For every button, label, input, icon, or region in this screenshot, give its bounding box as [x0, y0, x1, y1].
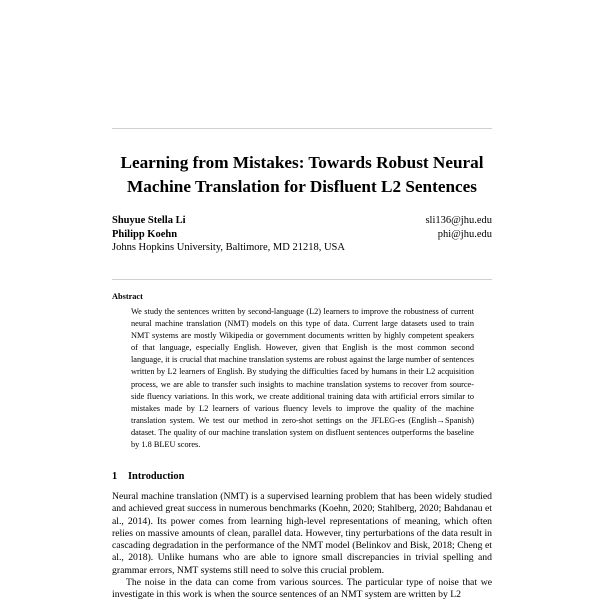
author-row: [112, 228, 492, 242]
author-email: sli136@jhu.edu: [425, 215, 492, 226]
top-rule: [112, 128, 492, 129]
section-number: 1: [112, 471, 118, 482]
author-email: phi@jhu.edu: [437, 228, 492, 240]
affiliation: Johns Hopkins University, Baltimore, MD 21218, USA: [112, 242, 345, 253]
section-heading: [112, 471, 184, 482]
author-block: [112, 214, 492, 255]
author-name: Philipp Koehn: [112, 228, 178, 240]
bottom-rule: [112, 279, 492, 280]
paper-title: Learning from Mistakes: Towards Robust Neural Machine Translation for Disfluent L2 Sentences: [120, 153, 484, 196]
paragraph: The noise in the data can come from various sources. The particular type of noise that we investigate in this work is when the source sentences of an NMT system are written by L2: [112, 576, 492, 600]
author-name: Shuyue Stella Li: [112, 215, 186, 226]
author-row: [112, 214, 492, 228]
section-body: [112, 491, 492, 601]
abstract-heading: Abstract: [112, 292, 143, 301]
section-title: Introduction: [128, 471, 185, 482]
paragraph: Neural machine translation (NMT) is a supervised learning problem that has been widely studied and achieved great success in numerous benchmarks (Koehn, 2020; Stahlberg, 2020; Bahdanau et al., 2014). Its power comes from learning high-level representations of meaning, which often relies on massive amounts of clean, parallel data. However, tiny perturbations of the data result in cascading degradation in the performance of the NMT model (Belinkov and Bisk, 2018; Cheng et al., 2018). Unlike humans who are able to ignore small discrepancies in trivial spelling and grammar errors, NMT systems still need to solve this crucial problem.: [112, 491, 492, 576]
abstract-text: We study the sentences written by second-language (L2) learners to improve the robustness of current neural machine translation (NMT) models on this type of data. Current large datasets used to train NMT systems are mostly Wikipedia or government documents written by highly competent speakers of that language, especially English. However, given that English is the most common second language, it is crucial that machine translation systems are robust against the large number of sentences written by L2 learners of English. By studying the difficulties faced by humans in their L2 acquisition process, we are able to transfer such insights to machine translation systems to recover from source-side fluency variations. In this work, we create additional training data with artificial errors similar to mistakes made by L2 learners of various fluency levels to improve the quality of the machine translation system. We test our method in zero-shot settings on the JFLEG-es (English→Spanish) dataset. The quality of our machine translation system on disfluent sentences outperforms the baseline by 1.8 BLEU scores.: [131, 307, 474, 450]
